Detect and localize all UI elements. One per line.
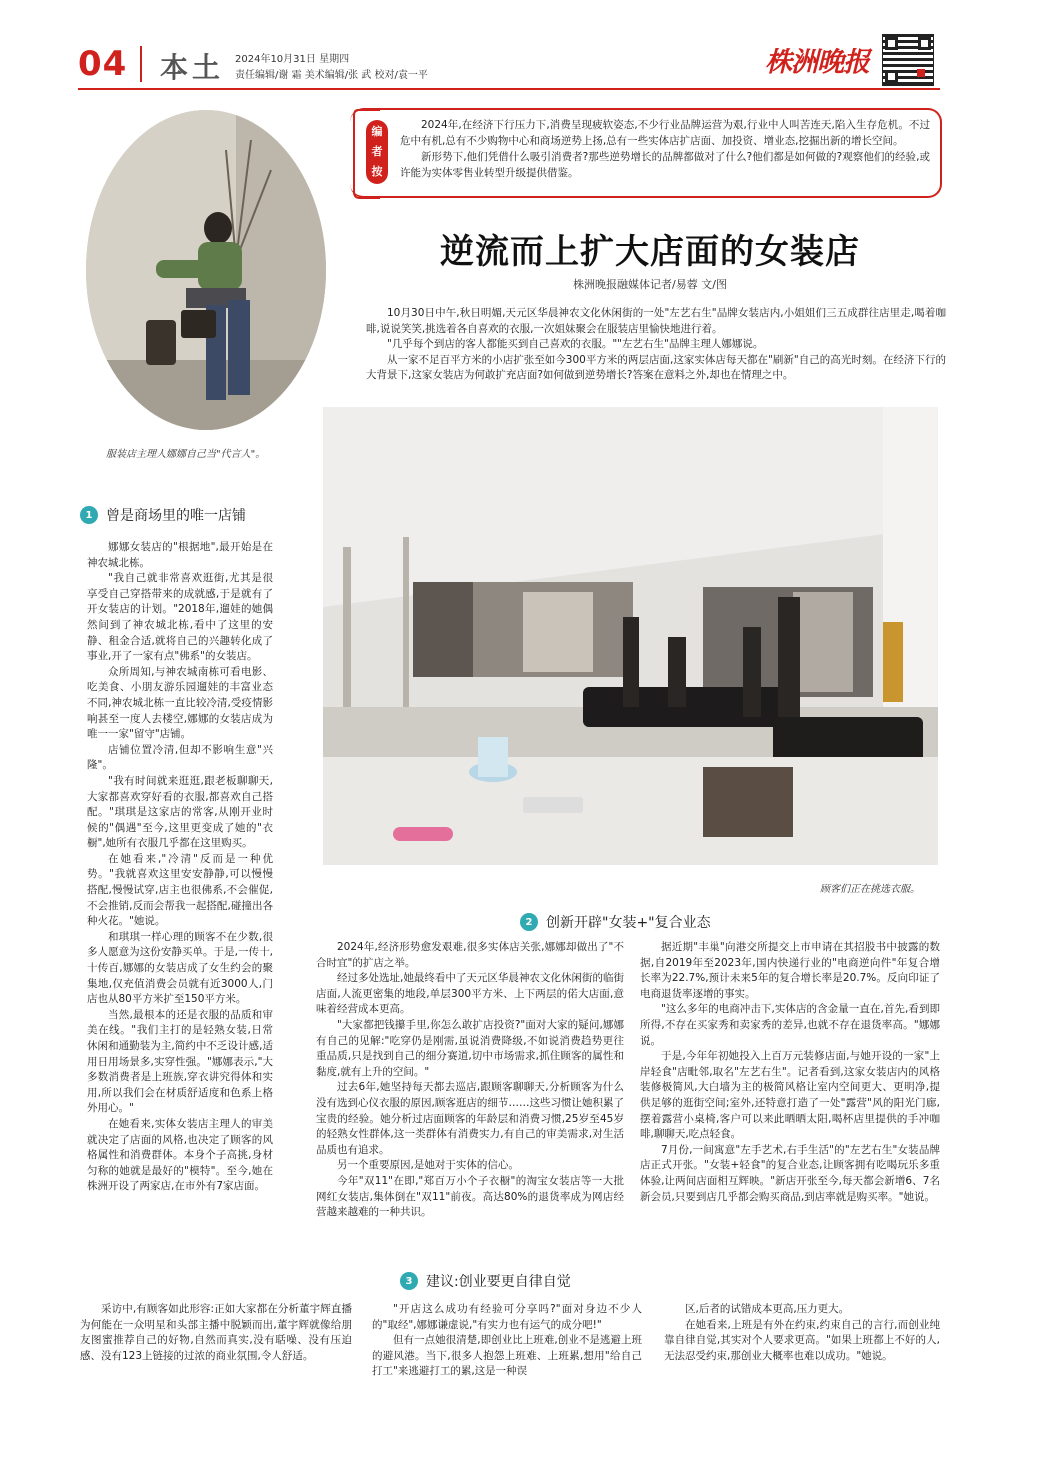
editor-note-seal: 编 者 按 [366,120,388,184]
section2-header [520,912,840,932]
qr-code-icon [882,34,934,86]
section3-header [400,1271,700,1291]
article-lead: 10月30日中午,秋日明媚,天元区华晨神农文化休闲街的一处"左艺右生"品牌女装店内,小姐姐们三五成群往店里走,喝着咖啡,说说笑笑,挑选着各自喜欢的衣服,一次姐妹聚会在服装店里愉快地进行着。 "几乎每个到店的客人都能买到自己喜欢的衣服。""左艺右生"品牌主理人娜娜说。 从一家不足百平方米的小店扩张至如今300平方米的两层店面,这家实体店每天都在"刷新"自己的高光时刻。在经济下行的大背景下,这家女装店为何敢扩充店面?如何做到逆势增长?答案在意料之外,却也在情理之中。 [366,307,946,382]
section-name: 本土 [160,51,225,84]
store-photo [323,407,938,865]
header-divider [140,46,142,82]
store-caption: 顾客们正在挑选衣服。 [820,884,920,895]
editors-line: 责任编辑/谢 霜 美术编辑/张 武 校对/袁一平 [235,70,428,81]
portrait-caption: 服装店主理人娜娜自己当"代言人"。 [106,449,266,460]
section2-col-a: 2024年,经济形势愈发艰难,很多实体店关张,娜娜却做出了"不合时宜"的扩店之举。 经过多处选址,她最终看中了天元区华晨神农文化休闲街的临街店面,人流更密集的地段,单层300平方米、上下两层的偌大店面,意味着经营成本更高。 "大家都把钱攥手里,你怎么敢扩店投资?"面对大家的疑问,娜娜有自己的见解:"吃穿仍是刚需,虽说消费降级,不如说消费趋势更往重品质,只是找到自己的细分赛道,切中市场需求,抓住顾客的属性和黏度,就有上升的空间。" 过去6年,她坚持每天都去巡店,跟顾客聊聊天,分析顾客为什么没有选到心仪衣服的原因,顾客逛店的细节……这些习惯让她积累了宝贵的经验。她分析过店面顾客的年龄层和消费习惯,25岁至45岁的轻熟女性群体,这一类群体有消费实力,有自己的审美需求,对生活品质也有追求。 另一个重要原因,是她对于实体的信心。 今年"双11"在即,"郑百万小个子衣橱"的淘宝女装店等一大批网红女装店,集体倒在"双11"前夜。高达80%的退货率成为网店经营越来越难的一种共识。 [316,941,624,1219]
section2-col-b: 据近期"丰巢"向港交所提交上市申请在其招股书中披露的数据,自2019年至2023年,国内快递行业的"电商逆向件"年复合增长率为22.7%,预计未来5年的复合增长率是20.7%。反向印证了电商退货率逐增的事实。 "这么多年的电商冲击下,实体店的含金量一直在,首先,看到即所得,不存在买家秀和卖家秀的差异,也就不存在退货率高。"娜娜说。 于是,今年年初她投入上百万元装修店面,与她开设的一家"上岸轻食"店毗邻,取名"左艺右生"。记者看到,这家女装店内的风格装修极简风,大白墙为主的极简风格让室内空间更大、更明净,提供足够的逛街空间;室外,还特意打造了一处"露营"风的阳光门廊,摆着露营小桌椅,客户可以来此晒晒太阳,喝杯店里提供的手冲咖啡,聊聊天,吃点轻食。 7月份,一间寓意"左手艺术,右手生活"的"左艺右生"女装品牌店正式开张。"女装+轻食"的复合业态,让顾客拥有吃喝玩乐多重体验,让两间店面相互辉映。"新店开张至今,每天都会新增6、7名新会员,只要到店几乎都会购买商品,到店率就是购买率。"她说。 [640,941,940,1203]
section3-col-c: 区,后者的试错成本更高,压力更大。 在她看来,上班是有外在约束,约束自己的言行,而创业纯靠自律自觉,其实对个人要求更高。"如果上班都上不好的人,无法忍受约束,那创业大概率也难以成功。"她说。 [664,1303,940,1362]
newspaper-logo: 株洲晚报 [765,47,869,78]
section1-header [80,505,300,525]
section2-title: 创新开辟"女装+"复合业态 [546,915,711,931]
byline: 株洲晚报融媒体记者/易蓉 文/图 [573,278,727,291]
section3-col-b: "开店这么成功有经验可分享吗?"面对身边不少人的"取经",娜娜谦虚说,"有实力也有运气的成分吧!" 但有一点她很清楚,即创业比上班难,创业不是逃避上班的避风港。当下,很多人抱怨上班难、上班累,想用"给自己打工"来逃避打工的累,这是一种误 [372,1303,642,1378]
editor-note-text: 2024年,在经济下行压力下,消费呈现疲软姿态,不少行业品牌运营为艰,行业中人叫苦连天,陷入生存危机。不过危中有机,总有不少购物中心和商场逆势上扬,总有一些实体店扩店面、加投资、增业态,挖掘出新的增长空间。 新形势下,他们凭借什么吸引消费者?那些逆势增长的品牌都做对了什么?他们都是如何做的?观察他们的经验,或许能为实体零售业转型升级提供借鉴。 [400,119,930,179]
headline: 逆流而上扩大店面的女装店 [440,232,860,272]
section1-title: 曾是商场里的唯一店铺 [106,508,246,524]
section3-number-icon: 3 [400,1272,418,1290]
date-line: 2024年10月31日 星期四 [235,54,350,65]
page-number: 04 [78,44,128,84]
section2-number-icon: 2 [520,913,538,931]
section3-title: 建议:创业要更自律自觉 [426,1274,571,1290]
section1-body: 娜娜女装店的"根据地",最开始是在神农城北栋。 "我自己就非常喜欢逛街,尤其是很享受自己穿搭带来的成就感,于是就有了开女装店的计划。"2018年,遛娃的她偶然间到了神农城北栋,看中了这里的安静、租金合适,就将自己的兴趣转化成了事业,开了一家有点"佛系"的女装店。 众所周知,与神农城南栋可看电影、吃美食、小朋友游乐园遛娃的丰富业态不同,神农城北栋一直比较冷清,受疫情影响甚至一度人去楼空,娜娜的女装店成为唯一一家"留守"店铺。 店铺位置冷清,但却不影响生意"兴隆"。 "我有时间就来逛逛,跟老板聊聊天,大家都喜欢穿好看的衣服,都喜欢自己搭配。"琪琪是这家店的常客,从刚开业时候的"偶遇"至今,这里更变成了她的"衣橱",她所有衣服几乎都在这里购买。 在她看来,"冷清"反而是一种优势。"我就喜欢这里安安静静,可以慢慢搭配,慢慢试穿,店主也很佛系,不会催促,不会推销,反而会帮我一起搭配,碰撞出各种火花。"她说。 和琪琪一样心理的顾客不在少数,很多人愿意为这份安静买单。于是,一传十,十传百,娜娜的女装店成了女生约会的聚集地,仅充值消费会员就有近3000人,门店也从80平方米扩至150平方米。 当然,最根本的还是衣服的品质和审美在线。"我们主打的是轻熟女装,日常休闲和通勤装为主,简约中不乏设计感,适用日用场景多,实穿性强。"娜娜表示,"大多数消费者是上班族,穿衣讲究得体和实用,所以我们会在材质舒适度和色系上格外用心。" 在她看来,实体女装店主理人的审美就决定了店面的风格,也决定了顾客的风格属性和消费群体。本身个子高挑,身材匀称的她就是最好的"模特"。至今,她在株洲开设了两家店,在市外有7家店面。 [87,541,273,1193]
header-rule [78,88,940,90]
portrait-photo [86,110,326,430]
section1-number-icon: 1 [80,506,98,524]
section3-col-a: 采访中,有顾客如此形容:正如大家都在分析董宇辉直播为何能在一众明星和头部主播中脱颖而出,董宇辉就像给朋友图蜜推荐自己的好物,自然而真实,没有聒噪、没有压迫感、没有123上链接的过浓的商业氛围,令人舒适。 [80,1303,352,1362]
